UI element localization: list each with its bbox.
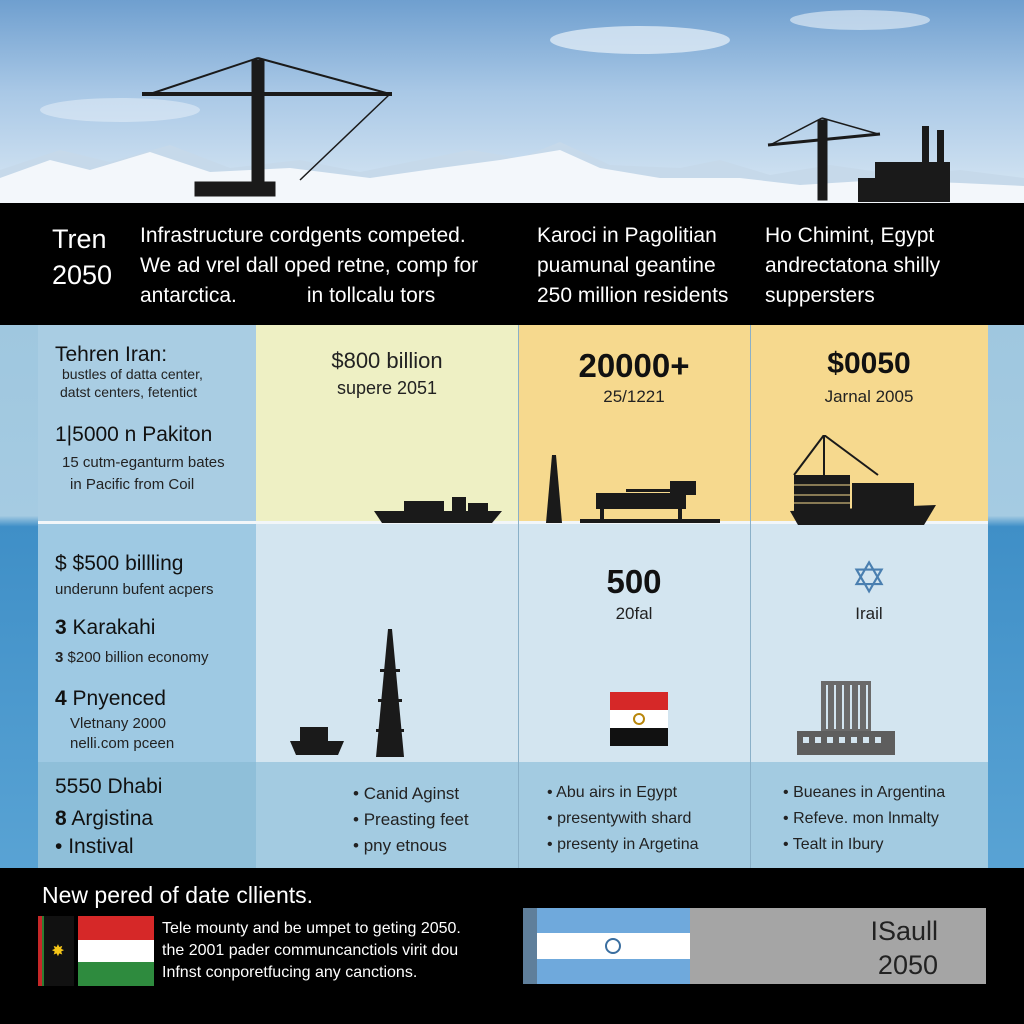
col-a-sub: supere 2051 — [336, 378, 438, 398]
footer-line: the 2001 pader communcanctiols virit dou — [162, 942, 459, 959]
pny-row — [55, 687, 166, 711]
row-label: Argistina — [71, 807, 154, 830]
col-b-bullet — [547, 784, 677, 802]
row-label: Karakahi — [72, 616, 156, 639]
col-a-bullet — [353, 784, 459, 804]
bullet-text: Refeve. mon lnmalty — [793, 810, 939, 827]
col-b-sub-2: 20fal — [615, 604, 653, 623]
header-col3-line: suppersters — [765, 284, 875, 307]
billing-sub: underunn bufent acpers — [55, 581, 214, 598]
egypt-flag-icon — [610, 692, 668, 746]
bullet-text: Preasting feet — [363, 810, 469, 829]
header-col1-line — [140, 281, 478, 311]
col-b-value: 20000+ — [578, 347, 690, 384]
instival-row — [55, 835, 134, 859]
bullet-icon: • — [783, 836, 789, 853]
header-col1-segment: in tollcalu tors — [306, 284, 436, 307]
pny-sub: nelli.com pceen — [70, 735, 175, 752]
header-col3-line: Ho Chimint, Egypt — [765, 224, 935, 247]
header-col2-line: Karoci in Pagolitian — [537, 224, 717, 247]
header-band — [0, 203, 1024, 325]
bullet-icon: • — [547, 836, 553, 853]
col-b-value-2: 500 — [606, 563, 662, 600]
col-c-bullet — [783, 810, 939, 828]
economy-row — [55, 649, 208, 666]
header-column-3 — [765, 221, 940, 311]
footer-band — [0, 868, 1024, 1024]
bullet-text: presentywith shard — [557, 810, 692, 827]
pakistan-line: 15 cutm-eganturm bates — [62, 454, 225, 471]
row-label: Instival — [68, 835, 134, 858]
svg-text:✸: ✸ — [51, 941, 65, 960]
dhabi-row: 5550 Dhabi — [55, 775, 163, 798]
container-ship-icon — [788, 435, 938, 527]
tehran-title: Tehren Iran: — [55, 343, 168, 366]
title-line-2: 2050 — [52, 260, 113, 290]
bullet-icon: • — [353, 784, 359, 803]
oil-rig-boat-icon — [288, 629, 458, 761]
header-col1-line: Infrastructure cordgents competed. — [140, 224, 466, 247]
bullet-icon: • — [353, 810, 359, 829]
pny-sub: Vletnany 2000 — [70, 715, 166, 732]
col-a-bullet — [353, 836, 447, 856]
building-icon — [795, 681, 897, 757]
port-crane-icon — [540, 455, 720, 525]
bullet-text: pny etnous — [363, 836, 447, 855]
argentina-flag-icon — [523, 908, 691, 984]
col-c-bullet — [783, 784, 945, 802]
header-col2-line: puamunal geantine — [537, 254, 716, 277]
factory-silhouette — [858, 126, 950, 202]
row-number: 8 — [55, 807, 67, 830]
pakistan-line: in Pacific from Coil — [70, 476, 195, 493]
title-line-1: Tren — [52, 224, 107, 254]
bullet-text: Canid Aginst — [363, 784, 460, 803]
flags-icon — [38, 916, 154, 986]
argistina-row — [55, 807, 153, 831]
footer-title: New pered of date cllients. — [42, 882, 314, 908]
header-column-1 — [140, 221, 478, 311]
row-number: 3 — [55, 616, 67, 639]
bullet-text: presenty in Argetina — [557, 836, 699, 853]
header-col3-line: andrectatona shilly — [765, 254, 941, 277]
main-panel — [0, 325, 1024, 870]
col-c-value: $0050 — [827, 347, 911, 380]
footer-callout — [690, 908, 986, 984]
pakistan-title: 1|5000 n Pakiton — [55, 423, 213, 446]
star-of-david-icon: ✡ — [850, 554, 888, 603]
col-c-label: Irail — [855, 604, 883, 623]
col-a-bullet — [353, 810, 469, 830]
bullet-icon: • — [547, 810, 553, 827]
billing-title: $ $500 billling — [55, 552, 184, 575]
tehran-line: datst centers, fetentict — [60, 384, 197, 400]
col-a-value: $800 billion — [331, 348, 443, 373]
header-col1-segment: antarctica. — [140, 284, 237, 307]
header-col2-line: 250 million residents — [537, 284, 729, 307]
karakahi-row — [55, 616, 155, 640]
col-b-bullet — [547, 836, 698, 854]
row-number: 3 — [55, 649, 64, 666]
cargo-ship-icon — [374, 493, 510, 527]
bullet-text: Tealt in Ibury — [792, 836, 884, 853]
col-c-bullet — [783, 836, 883, 854]
bullet-icon: • — [55, 835, 63, 858]
header-col1-line: We ad vrel dall oped retne, comp for — [140, 254, 479, 277]
bullet-text: Bueanes in Argentina — [793, 784, 946, 801]
bullet-icon: • — [783, 810, 789, 827]
header-column-2 — [537, 221, 728, 311]
footer-line: Infnst conporetfucing any canctions. — [162, 964, 418, 981]
footer-line: Tele mounty and be umpet to geting 2050. — [162, 920, 461, 937]
bullet-text: Abu airs in Egypt — [556, 784, 678, 801]
mountain-crane-skyline — [0, 0, 1024, 205]
row-number: 4 — [55, 687, 67, 710]
tehran-line: bustles of datta center, — [62, 366, 203, 382]
sky-banner — [0, 0, 1024, 205]
col-b-bullet — [547, 810, 691, 828]
bullet-icon: • — [353, 836, 359, 855]
footer-callout-title: ISaull — [870, 916, 938, 946]
bullet-icon: • — [547, 784, 553, 801]
row-label: Pnyenced — [72, 687, 166, 710]
col-c-sub: Jarnal 2005 — [824, 387, 914, 406]
row-label: $200 billion economy — [67, 649, 209, 666]
col-b-sub: 25/1221 — [603, 387, 665, 406]
bullet-icon: • — [783, 784, 789, 801]
page-title — [52, 221, 112, 293]
footer-callout-year: 2050 — [877, 950, 938, 980]
